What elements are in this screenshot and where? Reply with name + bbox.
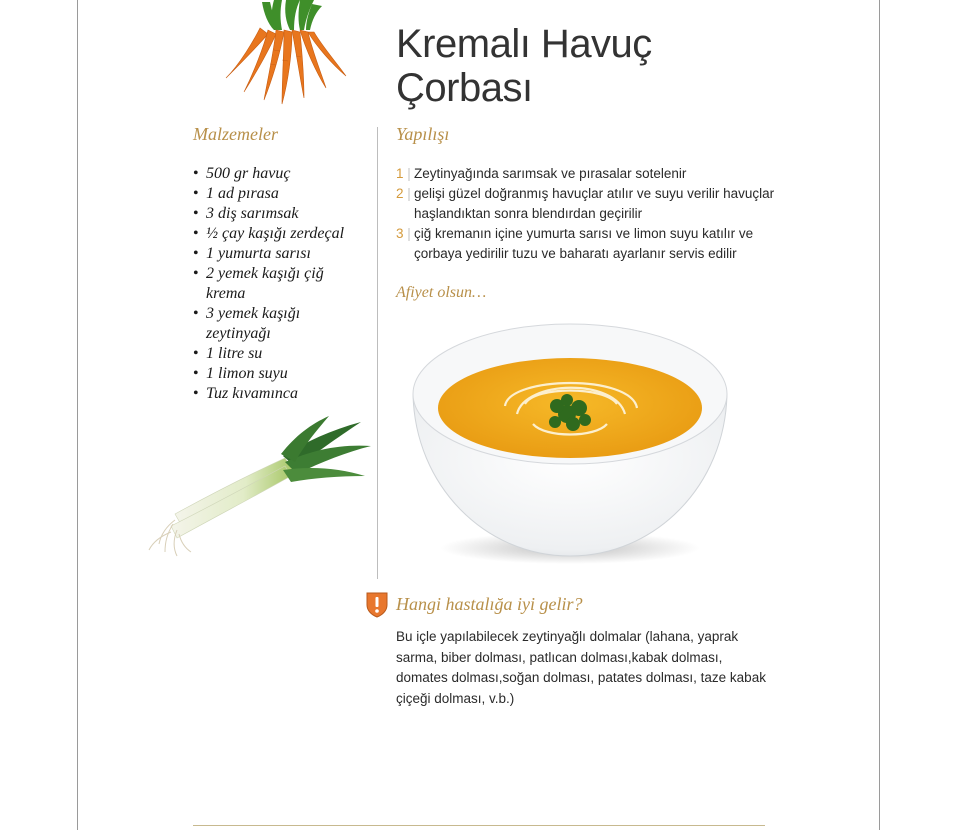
ingredient-item: • 1 litre su [193, 344, 363, 364]
step-number: 1 | [396, 164, 411, 184]
ingredient-item: • 3 diş sarımsak [193, 204, 363, 224]
step-number: 2 | [396, 184, 411, 204]
carrots-image [212, 0, 362, 108]
step-item [396, 224, 776, 264]
title-line-1: Kremalı Havuç [396, 22, 652, 66]
warning-icon [363, 591, 391, 619]
step-item [396, 184, 776, 224]
page-border-right [879, 0, 880, 830]
ingredient-item: • 1 ad pırasa [193, 184, 363, 204]
ingredient-item: • 500 gr havuç [193, 164, 363, 184]
ingredient-item: • 3 yemek kaşığı zeytinyağı [193, 304, 363, 344]
title-line-2: Çorbası [396, 66, 533, 110]
ingredients-heading: Malzemeler [193, 124, 278, 144]
ingredient-item: • 1 limon suyu [193, 364, 363, 384]
ingredient-item: • Tuz kıvamınca [193, 384, 363, 404]
advice-heading: Hangi hastalığa iyi gelir? [396, 594, 583, 614]
method-steps [396, 164, 776, 264]
step-number: 3 | [396, 224, 411, 244]
recipe-title [396, 22, 756, 110]
step-item [396, 164, 776, 184]
ingredient-item: • 2 yemek kaşığı çiğ krema [193, 264, 363, 304]
ingredient-item: • ½ çay kaşığı zerdeçal [193, 224, 363, 244]
ingredients-list [193, 164, 363, 404]
leek-image [125, 392, 400, 582]
ingredient-item: • 1 yumurta sarısı [193, 244, 363, 264]
step-text: gelişi güzel doğranmış havuçlar atılır ve suyu verilir havuçlar haşlandıktan sonra blendırdan geçirilir [414, 186, 775, 221]
footer-rule [193, 825, 765, 826]
soup-bowl-image [405, 316, 735, 571]
step-text: Zeytinyağında sarımsak ve pırasalar sotelenir [414, 166, 687, 181]
method-heading: Yapılışı [396, 124, 450, 144]
step-text: çiğ kremanın içine yumurta sarısı ve limon suyu katılır ve çorbaya yedirilir tuzu ve baharatı ayarlanır servis edilir [414, 226, 754, 261]
closing-text: Afiyet olsun… [396, 284, 487, 301]
page-border-left [77, 0, 78, 830]
advice-text: Bu içle yapılabilecek zeytinyağlı dolmalar (lahana, yaprak sarma, biber dolması, patlıcan dolması,kabak dolması, domates dolması,soğan dolması, patates dolması, taze kabak çiçeği dolması, v.b.) [396, 629, 766, 706]
